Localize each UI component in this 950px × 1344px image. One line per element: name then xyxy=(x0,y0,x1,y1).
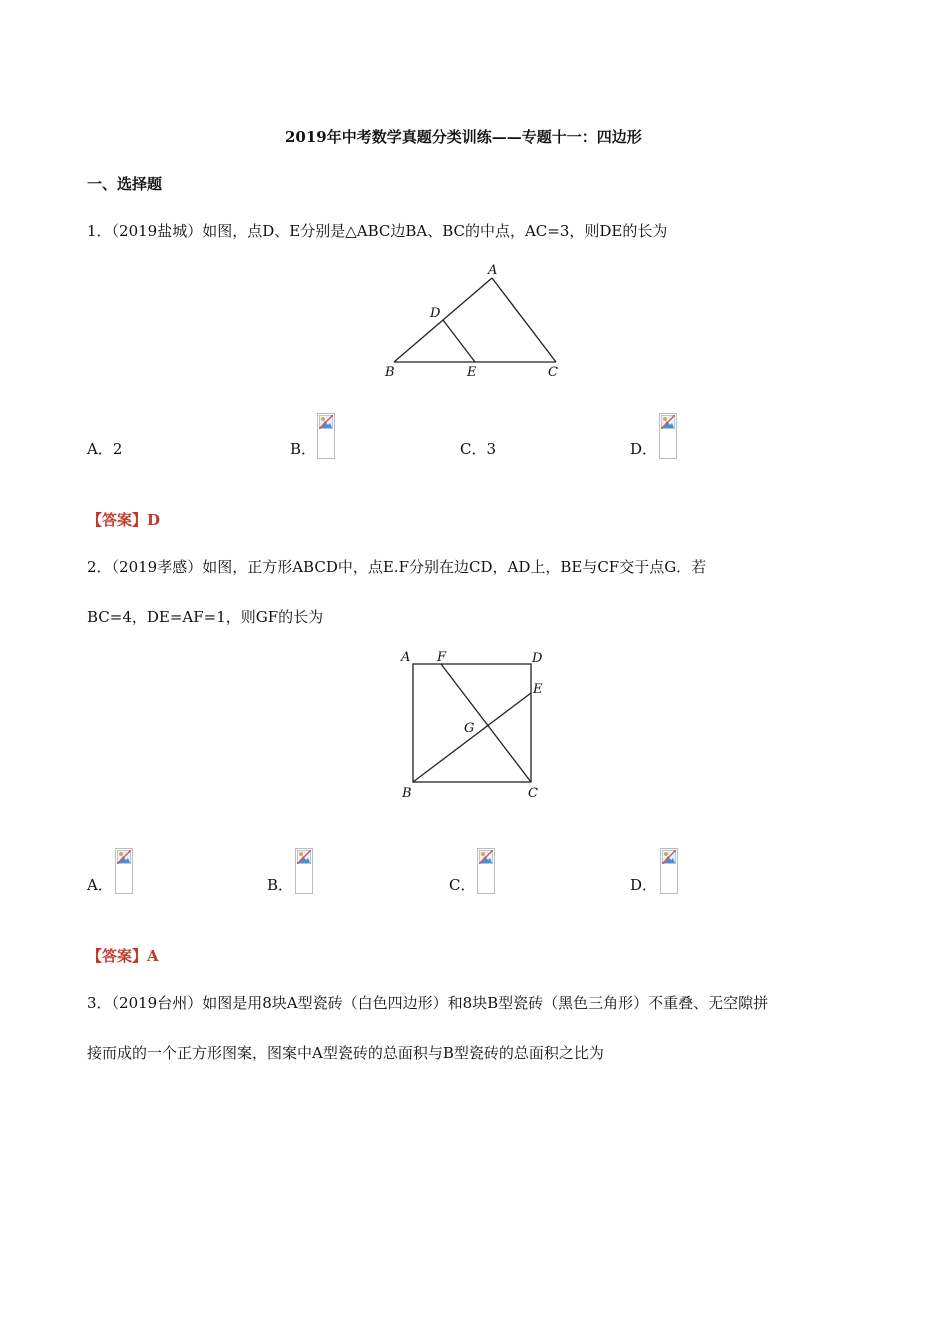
label-d: D xyxy=(532,651,543,666)
broken-image-icon xyxy=(295,848,313,894)
q2-option-c: C． xyxy=(449,876,476,894)
triangle-side-ac xyxy=(492,278,556,362)
square-figure xyxy=(395,645,555,805)
label-e: E xyxy=(467,365,477,380)
question-2-line-1: 2．（2019孝感）如图，正方形ABCD中，点E.F分别在边CD，AD上，BE与CF交于点G．若 xyxy=(87,558,707,576)
segment-cf xyxy=(441,664,531,782)
answer-value: D xyxy=(147,511,161,529)
triangle-figure xyxy=(380,262,570,387)
q1-option-c: C．3 xyxy=(460,440,497,458)
answer-value: A xyxy=(147,947,159,965)
label-c: C xyxy=(548,365,558,380)
broken-image-icon xyxy=(317,413,335,459)
broken-image-icon xyxy=(115,848,133,894)
label-a: A xyxy=(488,263,498,278)
broken-image-icon xyxy=(477,848,495,894)
question-3-line-2: 接而成的一个正方形图案，图案中A型瓷砖的总面积与B型瓷砖的总面积之比为 xyxy=(87,1044,604,1062)
label-d: D xyxy=(430,306,441,321)
label-a: A xyxy=(401,650,411,665)
answer-label: 【答案】 xyxy=(87,947,148,965)
label-e: E xyxy=(533,682,543,697)
q1-answer xyxy=(87,510,160,530)
q1-option-a: A．2 xyxy=(87,440,123,458)
label-c: C xyxy=(528,786,538,801)
label-b: B xyxy=(402,786,412,801)
page-title: 2019年中考数学真题分类训练——专题十一：四边形 xyxy=(285,128,642,146)
q2-option-a: A． xyxy=(87,876,113,894)
segment-be xyxy=(413,693,531,782)
label-g: G xyxy=(464,721,475,736)
label-b: B xyxy=(385,365,395,380)
broken-image-icon xyxy=(660,848,678,894)
question-3-line-1: 3．（2019台州）如图是用8块A型瓷砖（白色四边形）和8块B型瓷砖（黑色三角形）不重叠、无空隙拼 xyxy=(87,994,769,1012)
broken-image-icon xyxy=(659,413,677,459)
question-2-line-2: BC=4，DE=AF=1，则GF的长为 xyxy=(87,608,324,626)
answer-label: 【答案】 xyxy=(87,511,148,529)
q1-option-b: B． xyxy=(290,440,317,458)
midline-de xyxy=(443,320,475,362)
q2-option-b: B． xyxy=(267,876,294,894)
q2-answer xyxy=(87,946,159,966)
section-heading: 一、选择题 xyxy=(87,175,163,193)
question-1-text: 1．（2019盐城）如图，点D、E分别是△ABC边BA、BC的中点，AC=3，则DE的长为 xyxy=(87,222,668,240)
q2-option-d: D． xyxy=(630,876,658,894)
label-f: F xyxy=(437,650,447,665)
q1-option-d: D． xyxy=(630,440,658,458)
